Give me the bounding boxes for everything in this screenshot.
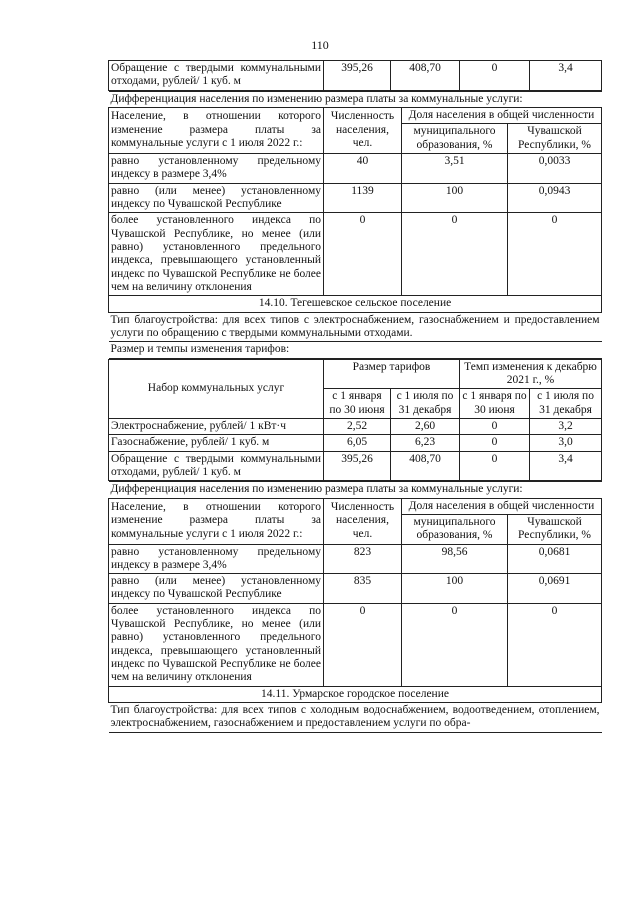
header-rate-jul: с 1 июля по 31 декабря — [530, 389, 602, 419]
header-count: Численность населения, чел. — [324, 107, 402, 153]
header-republic: Чувашской Республики, % — [508, 124, 602, 154]
header-from-jan: с 1 января по 30 июня — [324, 389, 391, 419]
table-row — [109, 183, 602, 213]
differentiation-table — [108, 481, 602, 733]
table-row — [109, 603, 602, 686]
diff-count: 0 — [324, 213, 402, 296]
page-number: 110 — [311, 38, 329, 52]
differentiation-table — [108, 91, 602, 359]
diff-count: 823 — [324, 544, 402, 574]
diff-label: более установленного индекса по Чувашской Республике, но менее (или равно) установленного предельного индекса, превышающего установленный индекс по Чувашской Республике не более чем на величину отклонения — [109, 213, 324, 296]
table-row — [109, 342, 602, 358]
improvement-type: Тип благоустройства: для всех типов с холодным водоснабжением, водоотведением, отоплением, электроснабжением, газоснабжением и предоставлением услуги по обра- — [109, 703, 602, 733]
document-body — [108, 60, 601, 733]
header-municipal: муниципального образования, % — [402, 514, 508, 544]
diff-republic: 0 — [508, 603, 602, 686]
section-title: 14.10. Тегешевское сельское поселение — [109, 296, 602, 312]
tariff-value: 0 — [460, 61, 530, 91]
table-row — [109, 451, 602, 481]
header-population: Население, в отношении которого изменение размера платы за коммунальные услуги с 1 июля 2022 г.: — [109, 107, 324, 153]
header-count: Численность населения, чел. — [324, 498, 402, 544]
tariff-value: 6,23 — [391, 435, 460, 451]
header-republic: Чувашской Республики, % — [508, 514, 602, 544]
improvement-type: Тип благоустройства: для всех типов с электроснабжением, газоснабжением и предоставлением услуги по обращению с твердыми коммунальными отходами. — [109, 312, 602, 342]
table-row — [109, 61, 602, 91]
tariff-value: 408,70 — [391, 61, 460, 91]
diff-republic: 0 — [508, 213, 602, 296]
tariff-value: 2,52 — [324, 418, 391, 434]
diff-label: равно установленному предельному индексу в размере 3,4% — [109, 153, 324, 183]
header-rate-jan: с 1 января по 30 июня — [460, 389, 530, 419]
header-share: Доля населения в общей численности — [402, 498, 602, 514]
tariff-value: 6,05 — [324, 435, 391, 451]
diff-municipal: 3,51 — [402, 153, 508, 183]
tariff-value: 395,26 — [324, 61, 391, 91]
header-services: Набор коммунальных услуг — [109, 359, 324, 418]
table-row — [109, 703, 602, 733]
diff-label: равно (или менее) установленному индексу по Чувашской Республике — [109, 574, 324, 604]
tariff-value: 0 — [460, 418, 530, 434]
table-row — [109, 213, 602, 296]
table-row — [109, 91, 602, 107]
diff-count: 835 — [324, 574, 402, 604]
table-row — [109, 435, 602, 451]
table-row — [109, 574, 602, 604]
diff-label: равно установленному предельному индексу в размере 3,4% — [109, 544, 324, 574]
tariff-value: 3,4 — [530, 61, 602, 91]
tariff-value: 408,70 — [391, 451, 460, 481]
diff-municipal: 98,56 — [402, 544, 508, 574]
diff-count: 0 — [324, 603, 402, 686]
tariff-value: 2,60 — [391, 418, 460, 434]
diff-municipal: 100 — [402, 574, 508, 604]
tariff-value: 0 — [460, 451, 530, 481]
header-from-jul: с 1 июля по 31 декабря — [391, 389, 460, 419]
tariffs-title: Размер и темпы изменения тарифов: — [109, 342, 602, 358]
table-header-row — [109, 107, 602, 123]
header-share: Доля населения в общей численности — [402, 107, 602, 123]
diff-label: более установленного индекса по Чувашской Республике, но менее (или равно) установленного предельного индекса, превышающего установленный индекс по Чувашской Республике не более чем на величину отклонения — [109, 603, 324, 686]
table-row — [109, 296, 602, 312]
diff-count: 1139 — [324, 183, 402, 213]
table-row — [109, 312, 602, 342]
section-title: 14.11. Урмарское городское поселение — [109, 686, 602, 702]
table-row — [109, 686, 602, 702]
tariff-value: 3,2 — [530, 418, 602, 434]
tariff-label: Обращение с твердыми коммунальными отходами, рублей/ 1 куб. м — [109, 451, 324, 481]
header-municipal: муниципального образования, % — [402, 124, 508, 154]
tariff-label: Газоснабжение, рублей/ 1 куб. м — [109, 435, 324, 451]
diff-label: равно (или менее) установленному индексу по Чувашской Республике — [109, 183, 324, 213]
diff-republic: 0,0033 — [508, 153, 602, 183]
table-row — [109, 482, 602, 498]
tariff-label: Обращение с твердыми коммунальными отходами, рублей/ 1 куб. м — [109, 61, 324, 91]
header-rate: Темп изменения к декабрю 2021 г., % — [460, 359, 602, 389]
tariff-value: 3,0 — [530, 435, 602, 451]
table-row — [109, 153, 602, 183]
header-population: Население, в отношении которого изменение размера платы за коммунальные услуги с 1 июля 2022 г.: — [109, 498, 324, 544]
header-size: Размер тарифов — [324, 359, 460, 389]
diff-municipal: 100 — [402, 183, 508, 213]
diff-republic: 0,0943 — [508, 183, 602, 213]
diff-title: Дифференциация населения по изменению размера платы за коммунальные услуги: — [109, 482, 602, 498]
diff-municipal: 0 — [402, 213, 508, 296]
tariff-value: 395,26 — [324, 451, 391, 481]
tariff-table — [108, 359, 602, 482]
table-header-row — [109, 359, 602, 389]
diff-municipal: 0 — [402, 603, 508, 686]
diff-republic: 0,0681 — [508, 544, 602, 574]
diff-count: 40 — [324, 153, 402, 183]
table-header-row — [109, 498, 602, 514]
tariff-value: 3,4 — [530, 451, 602, 481]
diff-republic: 0,0691 — [508, 574, 602, 604]
diff-title: Дифференциация населения по изменению размера платы за коммунальные услуги: — [109, 91, 602, 107]
table-row — [109, 544, 602, 574]
tariff-value: 0 — [460, 435, 530, 451]
tariff-table-continued — [108, 60, 602, 91]
tariff-label: Электроснабжение, рублей/ 1 кВт·ч — [109, 418, 324, 434]
table-row — [109, 418, 602, 434]
